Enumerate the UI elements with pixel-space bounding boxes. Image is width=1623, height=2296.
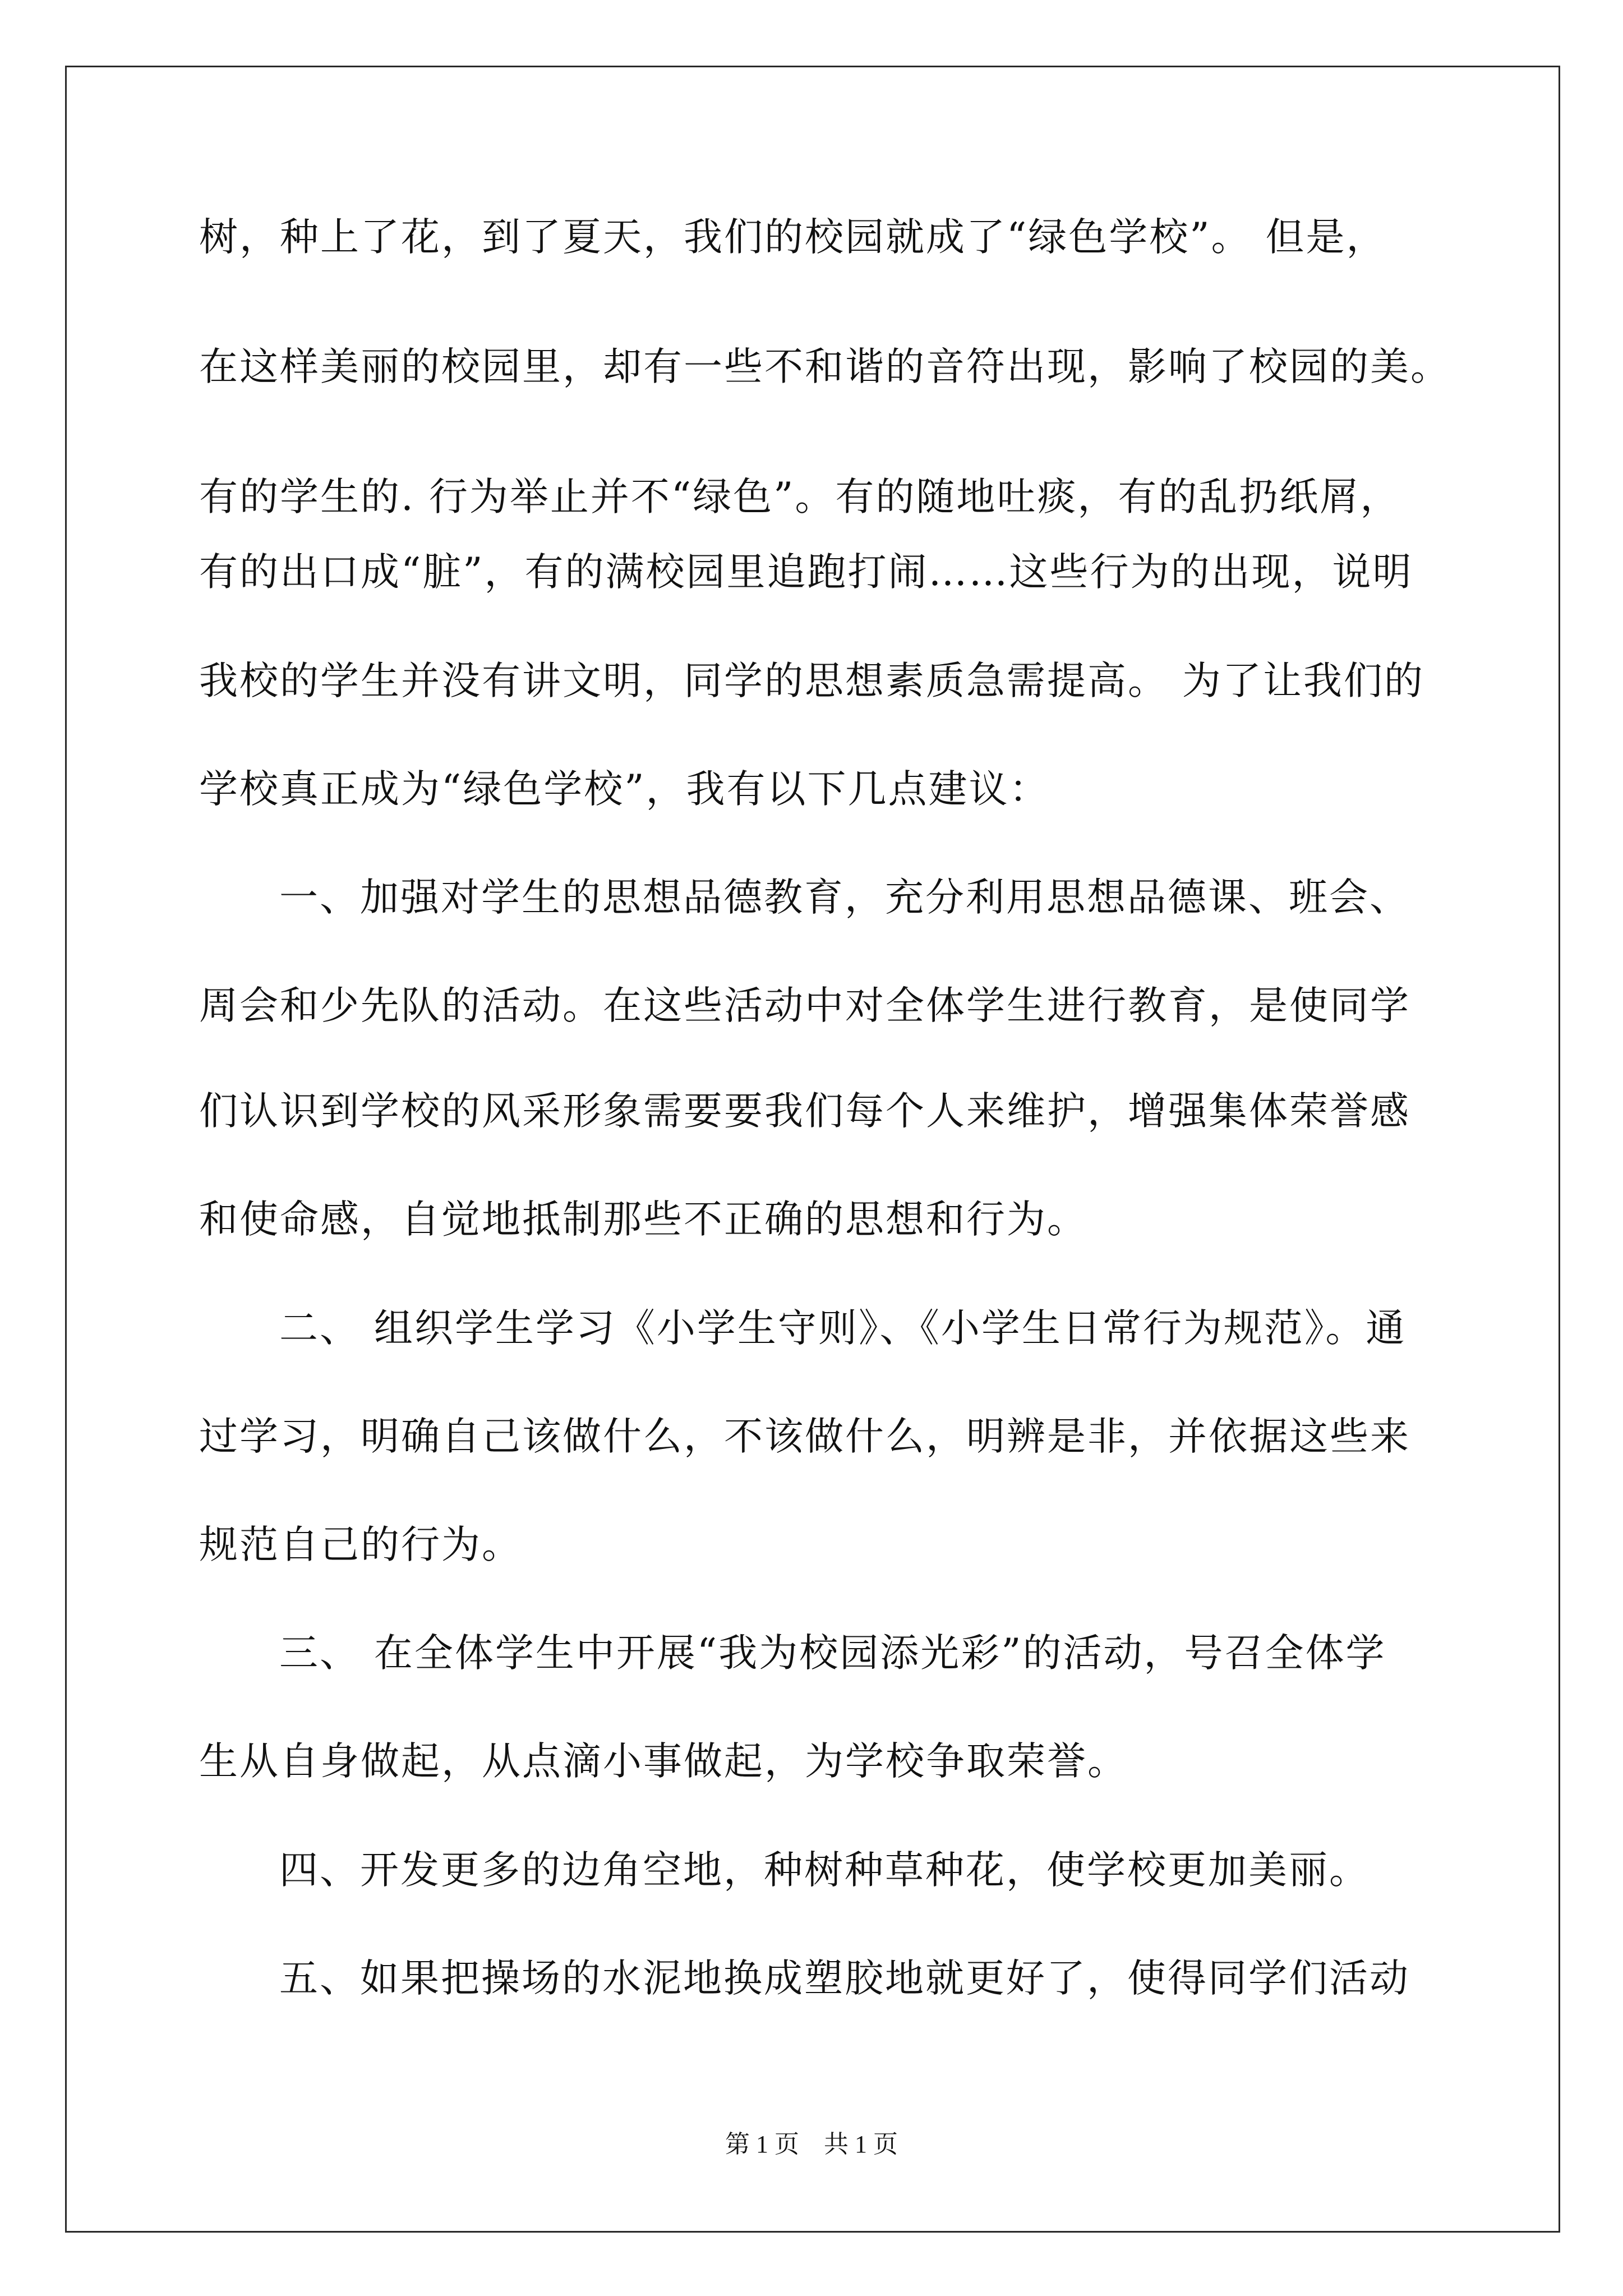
paragraph-line: 学校真正成为“绿色学校”，我有以下几点建议： xyxy=(199,767,1050,812)
paragraph-line: 五、如果把操场的水泥地换成塑胶地就更好了，使得同学们活动 xyxy=(279,1956,1410,2001)
page-footer: 第 1 页 共 1 页 xyxy=(725,2131,898,2158)
paragraph-line: 过学习，明确自己该做什么，不该做什么，明辨是非，并依据这些来 xyxy=(199,1414,1410,1459)
paragraph-line: 在这样美丽的校园里，却有一些不和谐的音符出现，影响了校园的美。 xyxy=(199,344,1451,389)
paragraph-line: 有的出口成“脏”，有的满校园里追跑打闹……这些行为的出现，说明 xyxy=(199,550,1413,595)
paragraph-line: 规范自己的行为。 xyxy=(199,1522,522,1567)
page-border xyxy=(65,66,1560,2233)
paragraph-line: 三、 在全体学生中开展“我为校园添光彩”的活动，号召全体学 xyxy=(279,1631,1386,1676)
paragraph-line: 树，种上了花，到了夏天，我们的校园就成了“绿色学校”。 但是， xyxy=(199,215,1387,260)
paragraph-line: 生从自身做起，从点滴小事做起，为学校争取荣誉。 xyxy=(199,1739,1128,1784)
paragraph-line: 和使命感，自觉地抵制那些不正确的思想和行为。 xyxy=(199,1197,1087,1242)
paragraph-line: 周会和少先队的活动。在这些活动中对全体学生进行教育，是使同学 xyxy=(199,983,1410,1028)
paragraph-line: 们认识到学校的风采形象需要要我们每个人来维护，增强集体荣誉感 xyxy=(199,1089,1410,1134)
paragraph-line: 二、 组织学生学习《小学生守则》、《小学生日常行为规范》。通 xyxy=(279,1306,1407,1351)
paragraph-line: 四、开发更多的边角空地，种树种草种花，使学校更加美丽。 xyxy=(279,1848,1370,1893)
paragraph-line: 我校的学生并没有讲文明，同学的思想素质急需提高。 为了让我们的 xyxy=(199,659,1424,703)
paragraph-line: 一、加强对学生的思想品德教育，充分利用思想品德课、班会、 xyxy=(279,875,1410,920)
paragraph-line: 有的学生的. 行为举止并不“绿色”。有的随地吐痰，有的乱扔纸屑， xyxy=(199,475,1401,519)
